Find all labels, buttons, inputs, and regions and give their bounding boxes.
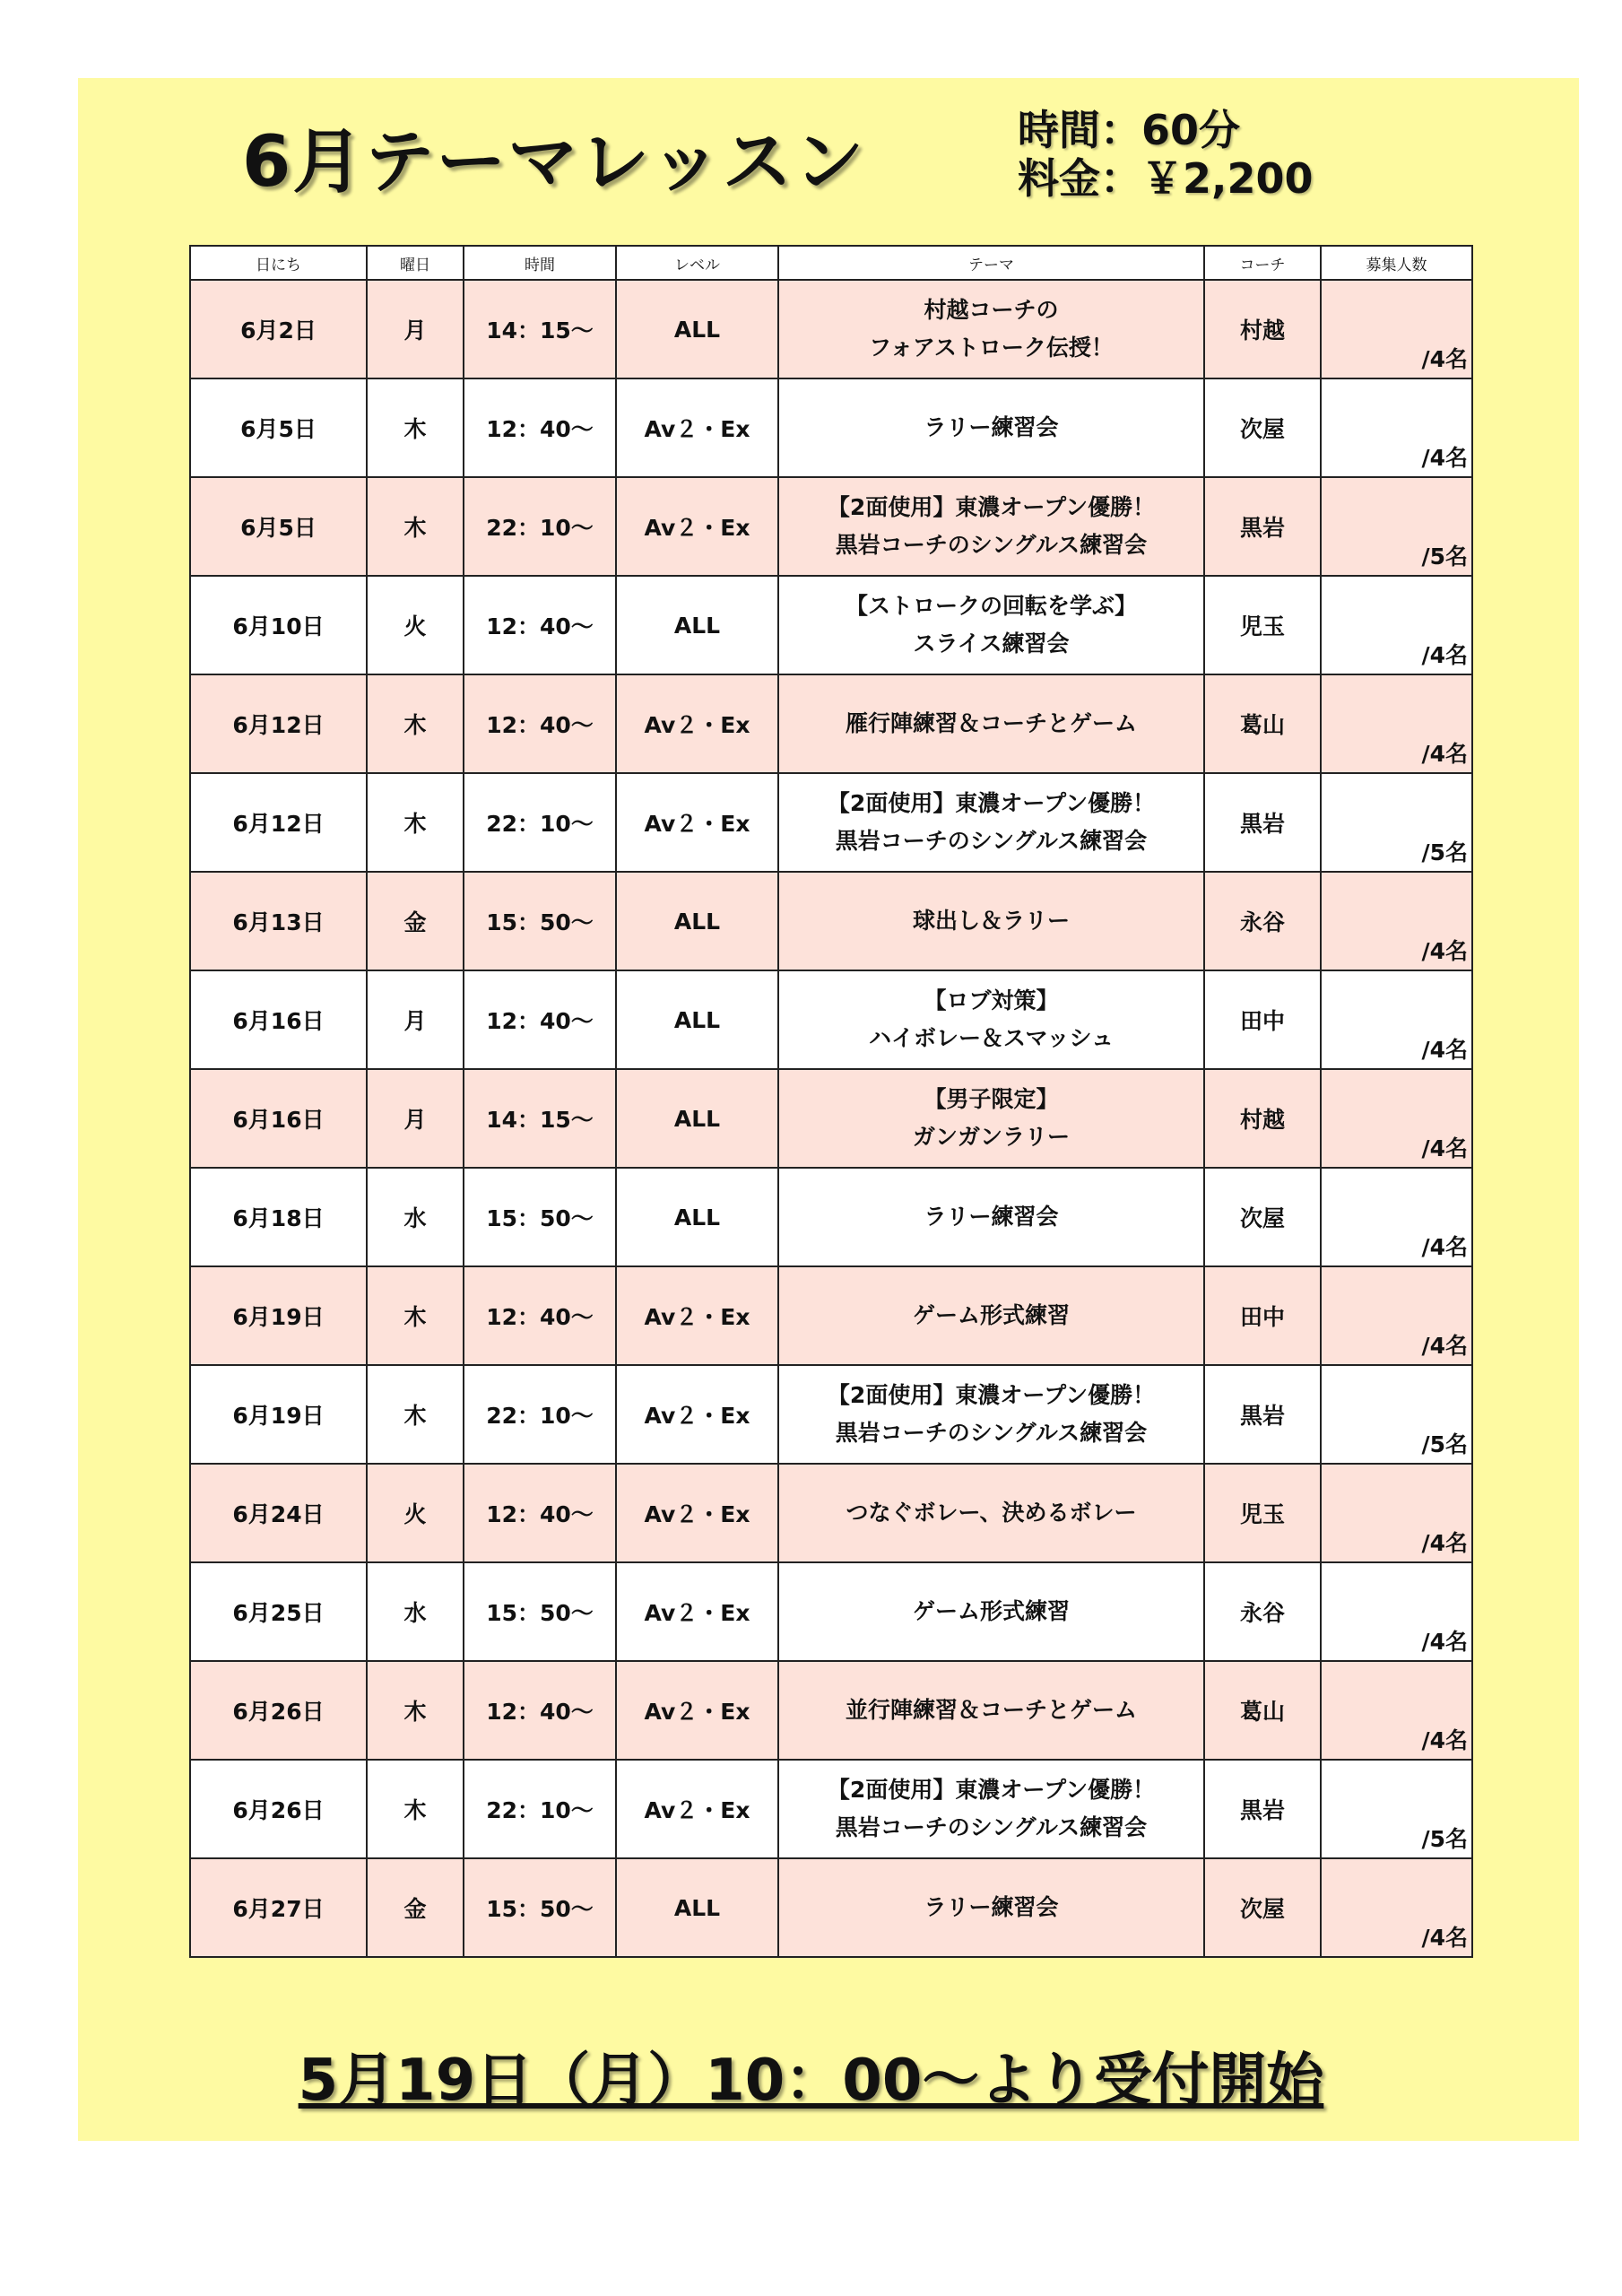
cell-day: 金 (367, 1858, 464, 1957)
table-row (190, 1858, 1472, 1957)
capacity-text: /4名 (1421, 1530, 1468, 1556)
cell-time: 15：50～ (464, 872, 616, 970)
capacity-text: /4名 (1421, 445, 1468, 471)
cell-day: 火 (367, 1464, 464, 1562)
cell-date: 6月24日 (190, 1464, 367, 1562)
cell-theme (778, 872, 1204, 970)
cell-capacity (1321, 280, 1472, 378)
theme-line: 黒岩コーチのシングルス練習会 (835, 1814, 1148, 1840)
cell-day: 木 (367, 1661, 464, 1760)
theme-line: 球出し＆ラリー (912, 908, 1070, 934)
cell-time: 12：40～ (464, 1464, 616, 1562)
cell-date: 6月16日 (190, 970, 367, 1069)
cell-level: Av２・Ex (616, 1365, 778, 1464)
cell-date: 6月5日 (190, 378, 367, 477)
cell-capacity (1321, 773, 1472, 872)
theme-line: ガンガンラリー (912, 1124, 1070, 1150)
table-row (190, 970, 1472, 1069)
cell-capacity (1321, 378, 1472, 477)
cell-time: 14：15～ (464, 280, 616, 378)
cell-theme (778, 1266, 1204, 1365)
cell-coach: 児玉 (1204, 576, 1321, 674)
cell-day: 月 (367, 280, 464, 378)
cell-date: 6月12日 (190, 773, 367, 872)
theme-line: ラリー練習会 (924, 1204, 1059, 1230)
cell-capacity (1321, 872, 1472, 970)
cell-coach: 黒岩 (1204, 1365, 1321, 1464)
cell-day: 月 (367, 970, 464, 1069)
cell-capacity (1321, 1464, 1472, 1562)
column-header-level: レベル (616, 246, 778, 280)
theme-line: 【ロブ対策】 (924, 987, 1059, 1013)
cell-date: 6月27日 (190, 1858, 367, 1957)
table-row (190, 1266, 1472, 1365)
cell-coach: 村越 (1204, 1069, 1321, 1168)
cell-date: 6月5日 (190, 477, 367, 576)
column-header-time: 時間 (464, 246, 616, 280)
theme-line: ゲーム形式練習 (912, 1598, 1070, 1624)
cell-date: 6月25日 (190, 1562, 367, 1661)
cell-day: 水 (367, 1168, 464, 1266)
cell-time: 22：10～ (464, 773, 616, 872)
table-row (190, 1464, 1472, 1562)
table-row (190, 674, 1472, 773)
cell-capacity (1321, 1168, 1472, 1266)
table-row (190, 576, 1472, 674)
cell-time: 14：15～ (464, 1069, 616, 1168)
cell-theme (778, 1562, 1204, 1661)
table-row (190, 1562, 1472, 1661)
schedule-table (189, 245, 1473, 1958)
cell-day: 木 (367, 1365, 464, 1464)
cell-level: ALL (616, 280, 778, 378)
capacity-text: /4名 (1421, 741, 1468, 767)
theme-line: 村越コーチの (924, 297, 1059, 323)
cell-theme (778, 1661, 1204, 1760)
theme-line: 【男子限定】 (924, 1086, 1059, 1112)
cell-date: 6月13日 (190, 872, 367, 970)
cell-date: 6月26日 (190, 1661, 367, 1760)
cell-coach: 児玉 (1204, 1464, 1321, 1562)
cell-capacity (1321, 576, 1472, 674)
cell-theme (778, 1365, 1204, 1464)
cell-capacity (1321, 674, 1472, 773)
cell-theme (778, 1464, 1204, 1562)
capacity-text: /4名 (1421, 1333, 1468, 1359)
theme-line: 【2面使用】東濃オープン優勝！ (827, 790, 1156, 816)
cell-capacity (1321, 1266, 1472, 1365)
theme-line: 【2面使用】東濃オープン優勝！ (827, 1382, 1156, 1408)
cell-date: 6月18日 (190, 1168, 367, 1266)
theme-line: 【2面使用】東濃オープン優勝！ (827, 494, 1156, 520)
cell-theme (778, 1069, 1204, 1168)
registration-notice: 5月19日（月）10：00～より受付開始 (298, 2048, 1324, 2114)
cell-time: 22：10～ (464, 1760, 616, 1858)
cell-coach: 永谷 (1204, 1562, 1321, 1661)
column-header-date: 日にち (190, 246, 367, 280)
cell-capacity (1321, 1069, 1472, 1168)
cell-level: ALL (616, 872, 778, 970)
cell-day: 木 (367, 1760, 464, 1858)
cell-date: 6月16日 (190, 1069, 367, 1168)
cell-coach: 次屋 (1204, 378, 1321, 477)
cell-day: 木 (367, 674, 464, 773)
capacity-text: /4名 (1421, 346, 1468, 372)
cell-level: Av２・Ex (616, 477, 778, 576)
cell-level: Av２・Ex (616, 1464, 778, 1562)
cell-coach: 次屋 (1204, 1858, 1321, 1957)
table-row (190, 872, 1472, 970)
cell-theme (778, 280, 1204, 378)
theme-line: 【ストロークの回転を学ぶ】 (845, 593, 1137, 619)
capacity-text: /4名 (1421, 1135, 1468, 1161)
cell-date: 6月19日 (190, 1365, 367, 1464)
cell-date: 6月2日 (190, 280, 367, 378)
cell-capacity (1321, 1858, 1472, 1957)
cell-coach: 黒岩 (1204, 477, 1321, 576)
cell-theme (778, 674, 1204, 773)
table-row (190, 280, 1472, 378)
capacity-text: /4名 (1421, 1727, 1468, 1753)
cell-coach: 黒岩 (1204, 773, 1321, 872)
theme-line: スライス練習会 (913, 631, 1070, 657)
price-text: 料金：￥2,200 (1018, 154, 1314, 203)
theme-line: 雁行陣練習＆コーチとゲーム (845, 710, 1137, 736)
cell-capacity (1321, 1760, 1472, 1858)
capacity-text: /4名 (1421, 1234, 1468, 1260)
cell-coach: 次屋 (1204, 1168, 1321, 1266)
cell-theme (778, 378, 1204, 477)
cell-time: 15：50～ (464, 1562, 616, 1661)
cell-coach: 田中 (1204, 970, 1321, 1069)
cell-capacity (1321, 970, 1472, 1069)
cell-theme (778, 477, 1204, 576)
cell-day: 金 (367, 872, 464, 970)
cell-day: 水 (367, 1562, 464, 1661)
cell-capacity (1321, 1661, 1472, 1760)
cell-day: 木 (367, 773, 464, 872)
capacity-text: /5名 (1421, 839, 1468, 865)
capacity-text: /5名 (1421, 544, 1468, 570)
column-header-coach: コーチ (1204, 246, 1321, 280)
cell-theme (778, 970, 1204, 1069)
capacity-text: /4名 (1421, 1629, 1468, 1655)
cell-time: 12：40～ (464, 1266, 616, 1365)
cell-level: ALL (616, 576, 778, 674)
table-row (190, 1661, 1472, 1760)
table-row (190, 1365, 1472, 1464)
cell-level: Av２・Ex (616, 1562, 778, 1661)
theme-line: ハイボレー＆スマッシュ (868, 1025, 1114, 1051)
capacity-text: /4名 (1421, 1925, 1468, 1951)
column-header-day: 曜日 (367, 246, 464, 280)
theme-line: フォアストローク伝授！ (869, 335, 1114, 361)
theme-line: 黒岩コーチのシングルス練習会 (835, 828, 1148, 854)
cell-level: Av２・Ex (616, 378, 778, 477)
cell-coach: 村越 (1204, 280, 1321, 378)
cell-level: ALL (616, 1069, 778, 1168)
cell-capacity (1321, 1365, 1472, 1464)
cell-level: ALL (616, 1168, 778, 1266)
theme-line: ゲーム形式練習 (912, 1302, 1070, 1328)
theme-line: 黒岩コーチのシングルス練習会 (835, 532, 1148, 558)
column-header-capacity: 募集人数 (1321, 246, 1472, 280)
cell-level: Av２・Ex (616, 1661, 778, 1760)
cell-theme (778, 576, 1204, 674)
cell-level: ALL (616, 1858, 778, 1957)
cell-date: 6月19日 (190, 1266, 367, 1365)
cell-coach: 葛山 (1204, 1661, 1321, 1760)
cell-date: 6月26日 (190, 1760, 367, 1858)
cell-day: 木 (367, 1266, 464, 1365)
capacity-text: /4名 (1421, 1037, 1468, 1063)
table-row (190, 378, 1472, 477)
cell-time: 12：40～ (464, 674, 616, 773)
table-row (190, 1760, 1472, 1858)
cell-date: 6月12日 (190, 674, 367, 773)
lesson-info (1018, 106, 1314, 203)
cell-coach: 田中 (1204, 1266, 1321, 1365)
capacity-text: /4名 (1421, 938, 1468, 964)
cell-coach: 葛山 (1204, 674, 1321, 773)
theme-line: 並行陣練習＆コーチとゲーム (845, 1697, 1137, 1723)
cell-time: 12：40～ (464, 576, 616, 674)
cell-capacity (1321, 477, 1472, 576)
cell-time: 12：40～ (464, 378, 616, 477)
table-row (190, 477, 1472, 576)
cell-theme (778, 1168, 1204, 1266)
table-row (190, 1168, 1472, 1266)
cell-time: 15：50～ (464, 1858, 616, 1957)
cell-day: 月 (367, 1069, 464, 1168)
cell-coach: 黒岩 (1204, 1760, 1321, 1858)
theme-line: 黒岩コーチのシングルス練習会 (835, 1420, 1148, 1446)
cell-level: Av２・Ex (616, 1760, 778, 1858)
cell-level: Av２・Ex (616, 1266, 778, 1365)
cell-day: 木 (367, 477, 464, 576)
page-title: 6月テーマレッスン (242, 122, 866, 203)
theme-line: つなぐボレー、決めるボレー (846, 1500, 1137, 1526)
capacity-text: /5名 (1421, 1826, 1468, 1852)
table-header-row (190, 246, 1472, 280)
cell-capacity (1321, 1562, 1472, 1661)
cell-day: 木 (367, 378, 464, 477)
table-row (190, 773, 1472, 872)
cell-time: 12：40～ (464, 970, 616, 1069)
column-header-theme: テーマ (778, 246, 1204, 280)
theme-line: ラリー練習会 (924, 1894, 1059, 1920)
cell-theme (778, 1760, 1204, 1858)
cell-theme (778, 1858, 1204, 1957)
cell-level: Av２・Ex (616, 773, 778, 872)
cell-level: Av２・Ex (616, 674, 778, 773)
cell-theme (778, 773, 1204, 872)
cell-date: 6月10日 (190, 576, 367, 674)
table-row (190, 1069, 1472, 1168)
theme-line: ラリー練習会 (924, 414, 1059, 440)
capacity-text: /4名 (1421, 642, 1468, 668)
cell-time: 22：10～ (464, 1365, 616, 1464)
duration-text: 時間：60分 (1018, 106, 1241, 154)
cell-day: 火 (367, 576, 464, 674)
cell-time: 12：40～ (464, 1661, 616, 1760)
capacity-text: /5名 (1421, 1431, 1468, 1457)
cell-coach: 永谷 (1204, 872, 1321, 970)
cell-time: 15：50～ (464, 1168, 616, 1266)
theme-line: 【2面使用】東濃オープン優勝！ (827, 1777, 1156, 1803)
cell-time: 22：10～ (464, 477, 616, 576)
cell-level: ALL (616, 970, 778, 1069)
